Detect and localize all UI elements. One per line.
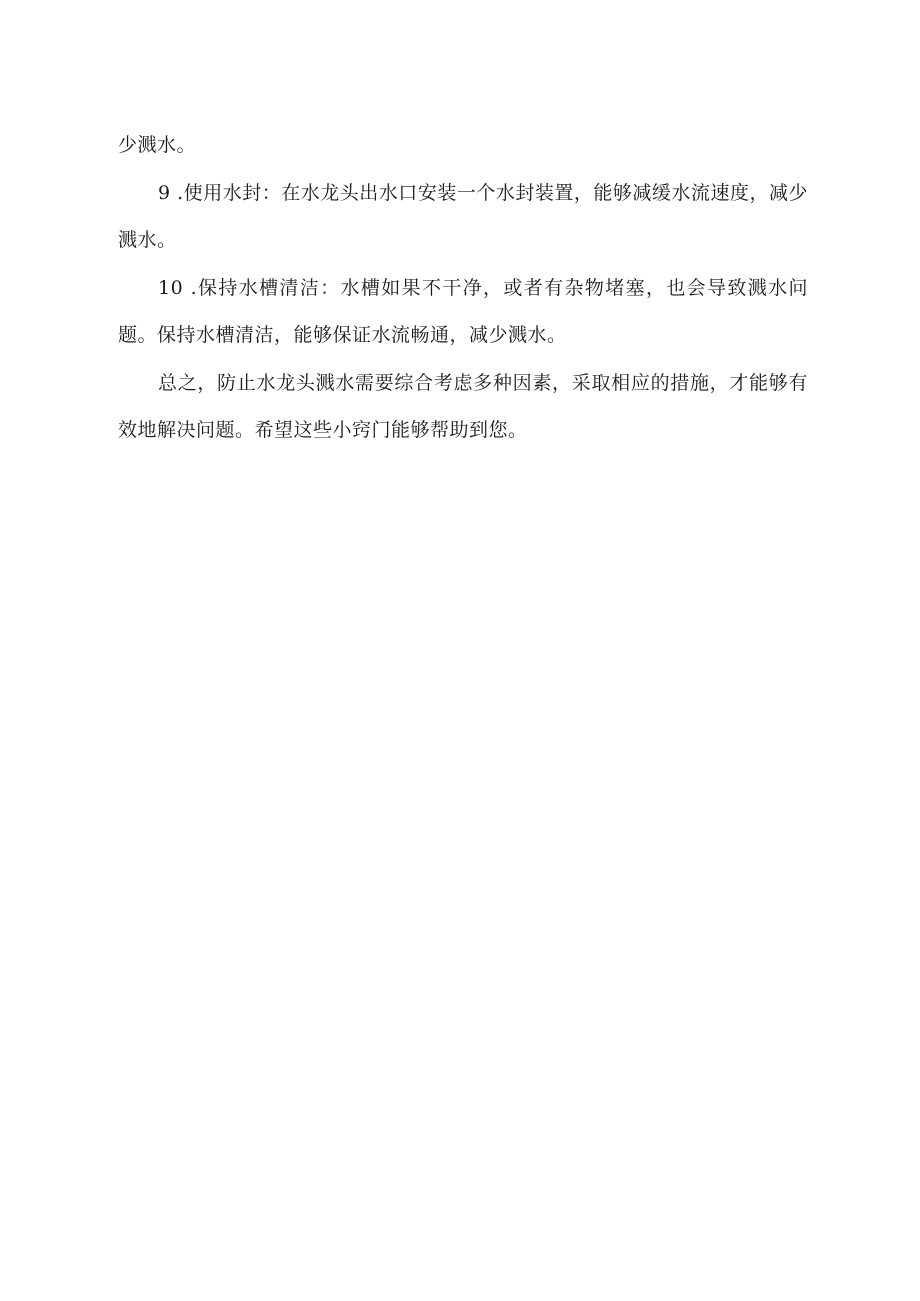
paragraph-item-9: 9 .使用水封：在水龙头出水口安装一个水封装置，能够减缓水流速度，减少溅水。 bbox=[118, 181, 808, 251]
paragraph-conclusion: 总之，防止水龙头溅水需要综合考虑多种因素，采取相应的措施，才能够有效地解决问题。希望这些小窍门能够帮助到您。 bbox=[118, 371, 808, 441]
paragraph-continuation: 少溅水。 bbox=[118, 134, 197, 156]
document-page bbox=[118, 122, 808, 455]
paragraph-item-10: 10 .保持水槽清洁：水槽如果不干净，或者有杂物堵塞，也会导致溅水问题。保持水槽清洁，能够保证水流畅通，减少溅水。 bbox=[118, 276, 808, 346]
